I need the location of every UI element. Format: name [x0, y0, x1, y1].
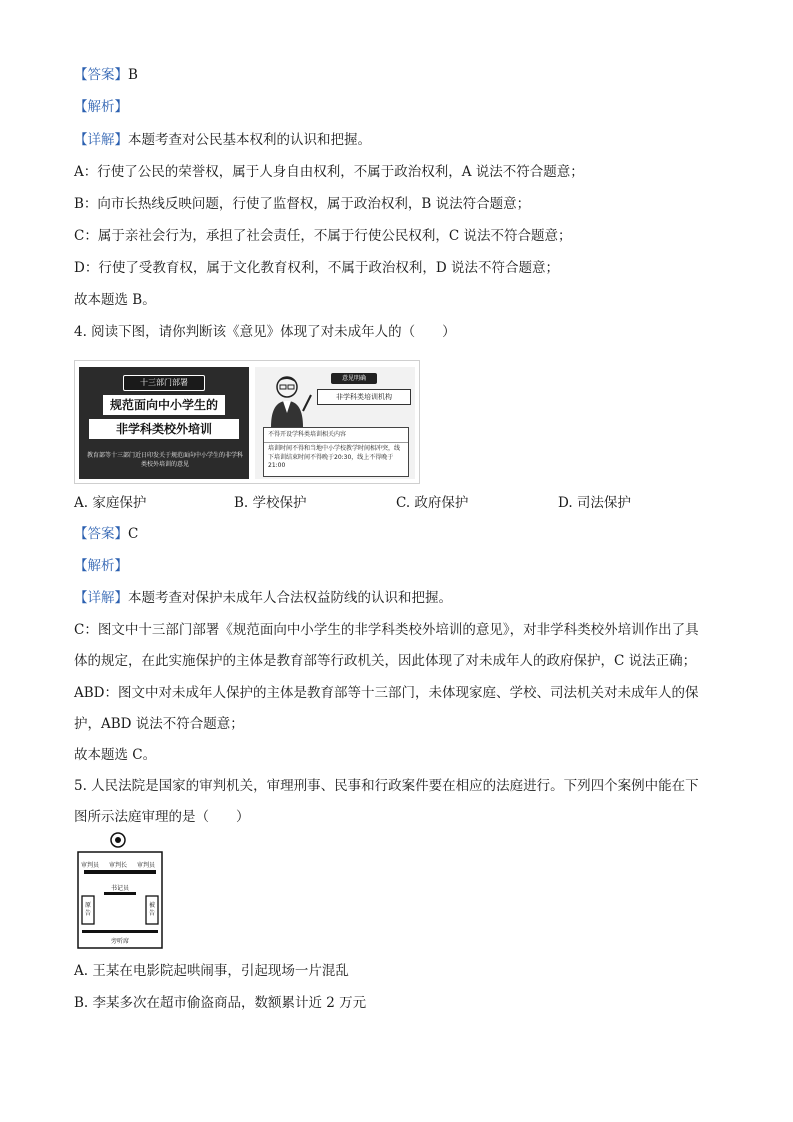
- question-5-line1: 5. 人民法院是国家的审判机关，审理刑事、民事和行政案件要在相应的法庭进行。下列四个案例中能在下: [74, 778, 699, 794]
- notice-title-line2: 非学科类校外培训: [89, 419, 239, 439]
- option-c-explanation: C：属于亲社会行为，承担了社会责任，不属于行使公民权利，C 说法不符合题意；: [74, 228, 572, 244]
- judge-seat-left: 审判员: [80, 862, 99, 869]
- detail-text-1: 【详解】本题考查对公民基本权利的认识和把握。: [74, 132, 371, 148]
- cartoon-teacher-icon: [261, 371, 313, 427]
- detail-box-header: 不得开设学科类培训相关内容: [264, 428, 408, 443]
- notice-banner: [79, 367, 249, 479]
- option-4b: B. 学校保护: [234, 495, 307, 511]
- option-4a: A. 家庭保护: [74, 495, 147, 511]
- question-5-line2: 图所示法庭审理的是（ ）: [74, 809, 250, 825]
- analysis-label-2: 【解析】: [74, 558, 128, 574]
- detail-box: [263, 427, 409, 477]
- detail-badge: 意见明确: [331, 373, 377, 384]
- presiding-judge-seat: 审判长: [108, 862, 127, 869]
- training-notice-figure: [74, 360, 420, 484]
- option-5b: B. 李某多次在超市偷盗商品，数额累计近 2 万元: [74, 995, 367, 1011]
- detail-text-2: 【详解】本题考查对保护未成年人合法权益防线的认识和把握。: [74, 590, 452, 606]
- option-4d: D. 司法保护: [558, 495, 631, 511]
- detail-title: 非学科类培训机构: [317, 389, 411, 405]
- analysis-label-1: 【解析】: [74, 99, 128, 115]
- option-d-explanation: D：行使了受教育权，属于文化教育权利，不属于政治权利，D 说法不符合题意；: [74, 260, 559, 276]
- detail-box-body: 培训时间不得和当地中小学校教学时间相冲突，线下培训结束时间不得晚于20:30，线上不得晚于21:00: [268, 445, 401, 469]
- answer-label-2: 【答案】C: [74, 526, 139, 542]
- option-5a: A. 王某在电影院起哄闹事，引起现场一片混乱: [74, 963, 349, 979]
- notice-title-line1: 规范面向中小学生的: [103, 395, 225, 415]
- option-b-explanation: B：向市长热线反映问题，行使了监督权，属于政治权利，B 说法符合题意；: [74, 196, 531, 212]
- judge-seat-right: 审判员: [136, 862, 155, 869]
- question-4: 4. 阅读下图，请你判断该《意见》体现了对未成年人的（ ）: [74, 324, 456, 340]
- notice-detail-panel: [255, 367, 415, 479]
- option-abd-explanation-line2: 护，ABD 说法不符合题意；: [74, 716, 244, 732]
- courtroom-layout-figure: [74, 830, 170, 950]
- clerk-seat: 书记员: [110, 885, 129, 892]
- option-c-explanation-line1: C：图文中十三部门部署《规范面向中小学生的非学科类校外培训的意见》，对非学科类校外培训作出了具: [74, 622, 699, 638]
- conclusion-1: 故本题选 B。: [74, 292, 156, 308]
- answer-label-1: 【答案】B: [74, 67, 138, 83]
- option-a-explanation: A：行使了公民的荣誉权，属于人身自由权利，不属于政治权利，A 说法不符合题意；: [74, 164, 584, 180]
- gallery-seat: 旁听席: [110, 938, 129, 945]
- conclusion-2: 故本题选 C。: [74, 747, 157, 763]
- plaintiff-seat: 原告: [84, 902, 91, 917]
- option-c-explanation-line2: 体的规定，在此实施保护的主体是教育部等行政机关，因此体现了对未成年人的政府保护，C 说法正确；: [74, 653, 697, 669]
- notice-caption: 教育部等十三部门近日印发关于规范面向中小学生的非学科类校外培训的意见: [87, 452, 244, 468]
- option-4c: C. 政府保护: [396, 495, 469, 511]
- defendant-seat: 被告: [148, 902, 155, 917]
- option-abd-explanation-line1: ABD：图文中对未成年人保护的主体是教育部等十三部门，未体现家庭、学校、司法机关对未成年人的保: [74, 685, 699, 701]
- notice-badge: 十三部门部署: [123, 375, 205, 391]
